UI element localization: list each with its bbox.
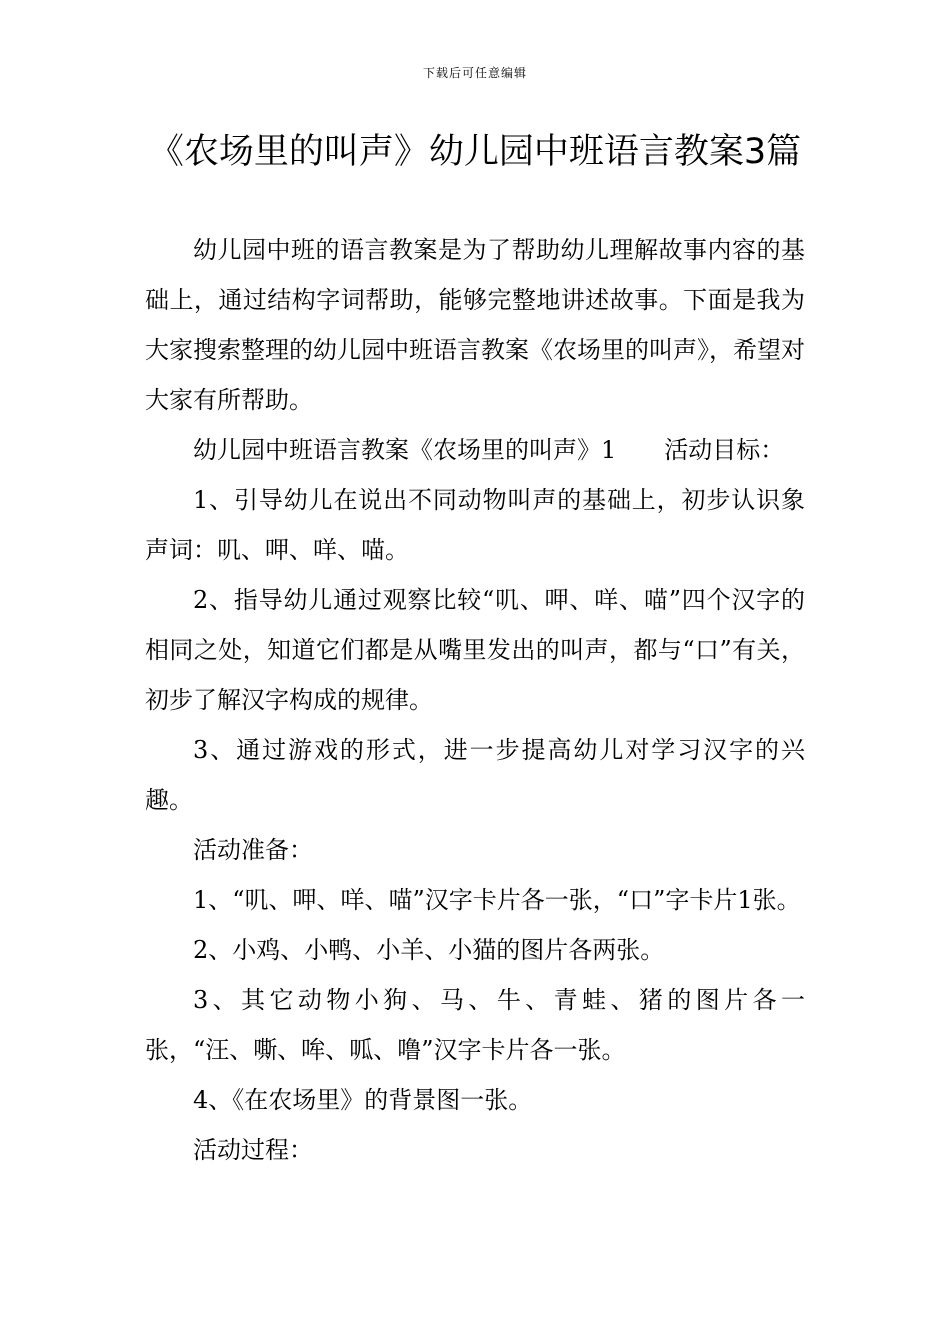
goal-item-2: 2、指导幼儿通过观察比较“叽、呷、咩、喵”四个汉字的相同之处，知道它们都是从嘴里发出的叫声，都与“口”有关，初步了解汉字构成的规律。 [145,586,805,714]
goal-item-3: 3、通过游戏的形式，进一步提高幼儿对学习汉字的兴趣。 [145,736,805,814]
document-body [145,225,805,1175]
lesson-heading-paragraph: 幼儿园中班语言教案《农场里的叫声》1 活动目标： [193,436,785,464]
process-heading: 活动过程： [193,1136,313,1164]
preparation-item-3: 3、其它动物小狗、马、牛、青蛙、猪的图片各一张，“汪、嘶、哞、呱、噜”汉字卡片各一张。 [145,986,805,1064]
document-title: 《农场里的叫声》幼儿园中班语言教案3篇 [148,132,802,172]
intro-paragraph: 幼儿园中班的语言教案是为了帮助幼儿理解故事内容的基础上，通过结构字词帮助，能够完整地讲述故事。下面是我为大家搜索整理的幼儿园中班语言教案《农场里的叫声》，希望对大家有所帮助。 [145,236,805,414]
preparation-item-1: 1、“叽、呷、咩、喵”汉字卡片各一张，“口”字卡片1张。 [193,886,801,914]
preparation-item-2: 2、小鸡、小鸭、小羊、小猫的图片各两张。 [193,936,665,964]
header-note: 下载后可任意编辑 [422,66,527,80]
preparation-item-4: 4、《在农场里》的背景图一张。 [193,1086,533,1114]
goal-item-1: 1、引导幼儿在说出不同动物叫声的基础上，初步认识象声词：叽、呷、咩、喵。 [145,486,805,564]
preparation-heading: 活动准备： [193,836,313,864]
